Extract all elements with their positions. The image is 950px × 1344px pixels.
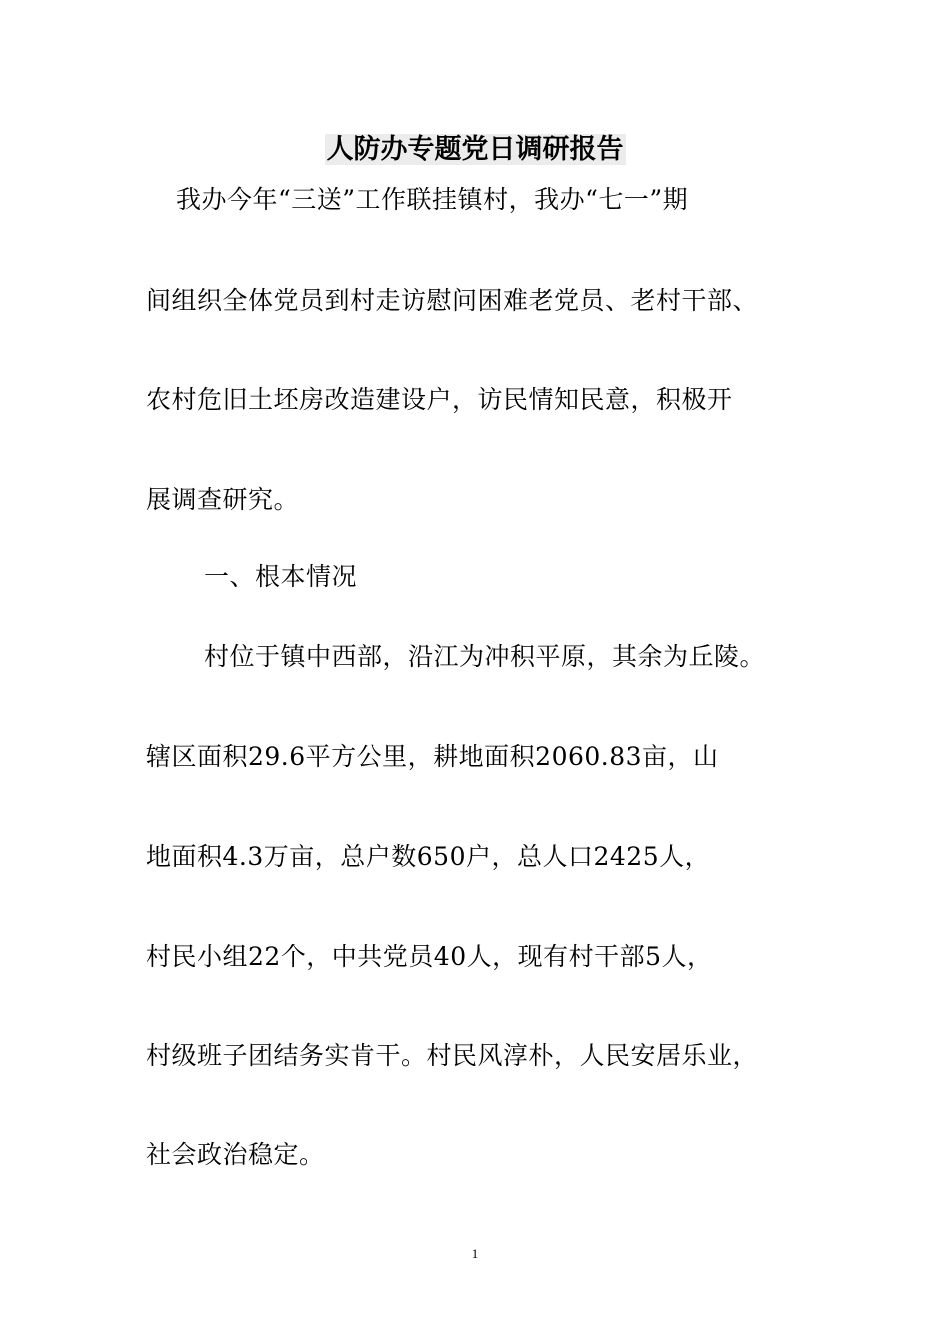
paragraph-line-7: 地面积4.3万亩，总户数650户，总人口2425人， [146,842,711,871]
section-heading: 一、根本情况 [204,562,358,591]
paragraph-line-9: 村级班子团结务实肯干。村民风淳朴，人民安居乐业， [146,1041,759,1070]
paragraph-line-1: 我办今年“三送”工作联挂镇村，我办“七一”期 [176,185,689,214]
paragraph-line-5: 村位于镇中西部，沿江为冲积平原，其余为丘陵。 [204,642,766,671]
paragraph-line-10: 社会政治稳定。 [146,1140,325,1169]
paragraph-line-4: 展调查研究。 [146,485,300,514]
paragraph-line-2: 间组织全体党员到村走访慰问困难老党员、老村干部、 [146,286,759,315]
document-title-text: 人防办专题党日调研报告 [326,134,624,165]
document-title [0,130,950,170]
paragraph-line-6: 辖区面积29.6平方公里，耕地面积2060.83亩，山 [146,742,719,771]
paragraph-line-8: 村民小组22个，中共党员40人，现有村干部5人， [146,942,713,971]
page-number: 1 [471,1246,479,1261]
paragraph-line-3: 农村危旧土坯房改造建设户，访民情知民意，积极开 [146,385,733,414]
